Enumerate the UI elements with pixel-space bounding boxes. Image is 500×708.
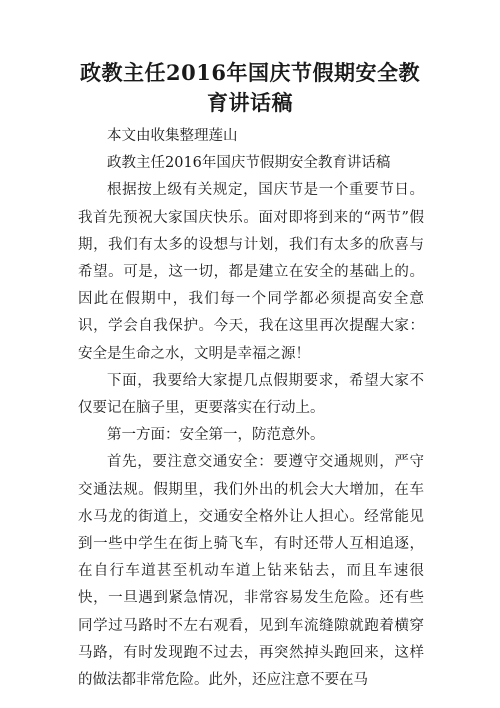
subtitle-line: 政教主任2016年国庆节假期安全教育讲话稿 [107, 155, 391, 172]
section-heading-first: 第一方面：安全第一，防范意外。 [107, 427, 325, 444]
paragraph-requirements: 下面，我要给大家提几点假期要求，希望大家不仅要记在脑子里，更要落实在行动上。 [78, 372, 424, 417]
document-body [78, 123, 424, 694]
paragraph-traffic-safety: 首先，要注意交通安全：要遵守交通规则，严守交通法规。假期里，我们外出的机会大大增加，在车水马龙的街道上，交通安全格外让人担心。经常能见到一些中学生在街上骑飞车，有时还带人互相追逐，在自行车道甚至机动车道上钻来钻去，而且车速很快，一旦遇到紧急情况，非常容易发生危险。还有些同学过马路时不左右观看，见到车流缝隙就跑着横穿马路，有时发现跑不过去，再突然掉头跑回来，这样的做法都非常危险。此外，还应注意不要在马 [78, 454, 424, 689]
document-title: 政教主任2016年国庆节假期安全教育讲话稿 [80, 60, 420, 115]
source-note: 本文由收集整理莲山 [107, 128, 238, 144]
paragraph-intro: 根据按上级有关规定，国庆节是一个重要节日。我首先预祝大家国庆快乐。面对即将到来的“两节”假期，我们有太多的设想与计划，我们有太多的欣喜与希望。可是，这一切，都是建立在安全的基础上的。因此在假期中，我们每一个同学都必须提高安全意识，学会自我保护。今天，我在这里再次提醒大家：安全是生命之水，文明是幸福之源！ [78, 182, 424, 362]
